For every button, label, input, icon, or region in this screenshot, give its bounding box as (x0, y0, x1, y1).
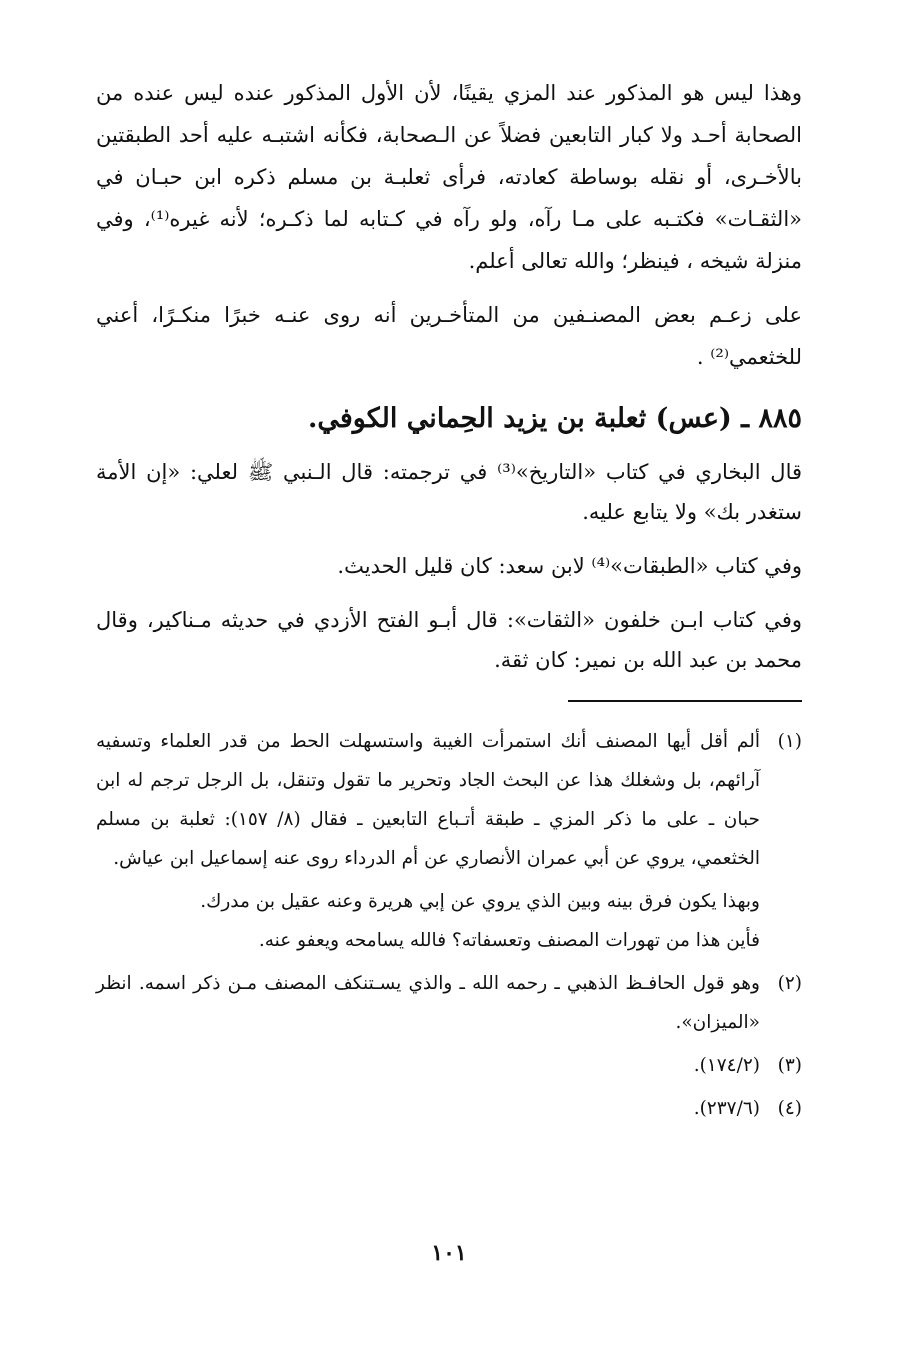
footnote-text: وهو قول الحافـظ الذهبي ـ رحمه الله ـ والذي يسـتنكف المصنف مـن ذكر اسمه. انظر «الميزان». (96, 973, 760, 1033)
footnote-continuation-line: وبهذا يكون فرق بينه وبين الذي يروي عن إبي هريرة وعنه عقيل بن مدرك. (200, 891, 760, 912)
footnote-2 (96, 964, 802, 1042)
footnote-number: (١) (777, 731, 802, 752)
entry-paragraph-3: وفي كتاب ابـن خلفون «الثقات»: قال أبـو الفتح الأزدي في حديثه مـناكير، وقال محمد بن عبد الله بن نمير: كان ثقة. (96, 608, 802, 672)
footnote-number: (٣) (777, 1055, 802, 1076)
footnote-continuation-line: فأين هذا من تهورات المصنف وتعسفاته؟ فالله يسامحه ويعفو عنه. (258, 930, 760, 951)
book-page (96, 72, 802, 1132)
footnote-4 (96, 1089, 802, 1128)
footnote-number: (٢) (777, 973, 802, 994)
page-number: ١٠١ (431, 1240, 467, 1266)
footnote-number: (٤) (777, 1098, 802, 1119)
footnote-text: (١٧٤/٢). (693, 1055, 760, 1076)
footnote-text: ألم أقل أيها المصنف أنك استمرأت الغيبة واستسهلت الحط من قدر العلماء وتسفيه آرائهم، بل وشغلك هذا عن البحث الجاد وتحرير ما تقول وتنقل، بل الرجل ترجم له ابن حبان ـ على ما ذكر المزي ـ طبقة أتـباع التابعين ـ فقال (٨/ ١٥٧): ثعلبة بن مسلم الخثعمي، يروي عن أبي عمران الأنصاري عن أم الدرداء روى عنه إسماعيل ابن عياش. (96, 731, 760, 869)
footnote-text: (٢٣٧/٦). (693, 1098, 760, 1119)
footnote-1 (96, 722, 802, 878)
entry-paragraph-2: وفي كتاب «الطبقات»⁽⁴⁾ لابن سعد: كان قليل الحديث. (337, 554, 802, 578)
body-paragraph-2: على زعـم بعض المصنـفين من المتأخـرين أنه روى عنـه خبرًا منكـرًا، أعني للخثعمي⁽²⁾ . (96, 303, 802, 369)
body-paragraph-1: وهذا ليس هو المذكور عند المزي يقينًا، لأن الأول المذكور عنده ليس عنده من الصحابة أحـد ولا كبار التابعين فضلاً عن الـصحابة، فكأنه اشتبـه عليه أحد الطبقتين بالأخـرى، أو نقله بوساطة كعادته، فرأى ثعلبـة بن مسلم ذكره ابن حبـان في «الثقـات» فكتـبه على مـا رآه، ولو رآه في كـتابه لما ذكـره؛ لأنه غيره⁽¹⁾، وفي منزلة شيخه ، فينظر؛ والله تعالى أعلم. (96, 81, 803, 273)
footnote-3 (96, 1046, 802, 1085)
entry-paragraph-1: قال البخاري في كتاب «التاريخ»⁽³⁾ في ترجمته: قال الـنبي ﷺ لعلي: «إن الأمة ستغدر بك» ولا يتابع عليه. (96, 460, 803, 524)
footnote-1-continuation (96, 882, 802, 960)
entry-heading: ٨٨٥ ـ (عس) ثعلبة بن يزيد الحِماني الكوفي. (308, 403, 802, 434)
footnote-separator (568, 700, 802, 702)
footnotes-section (96, 722, 802, 1128)
